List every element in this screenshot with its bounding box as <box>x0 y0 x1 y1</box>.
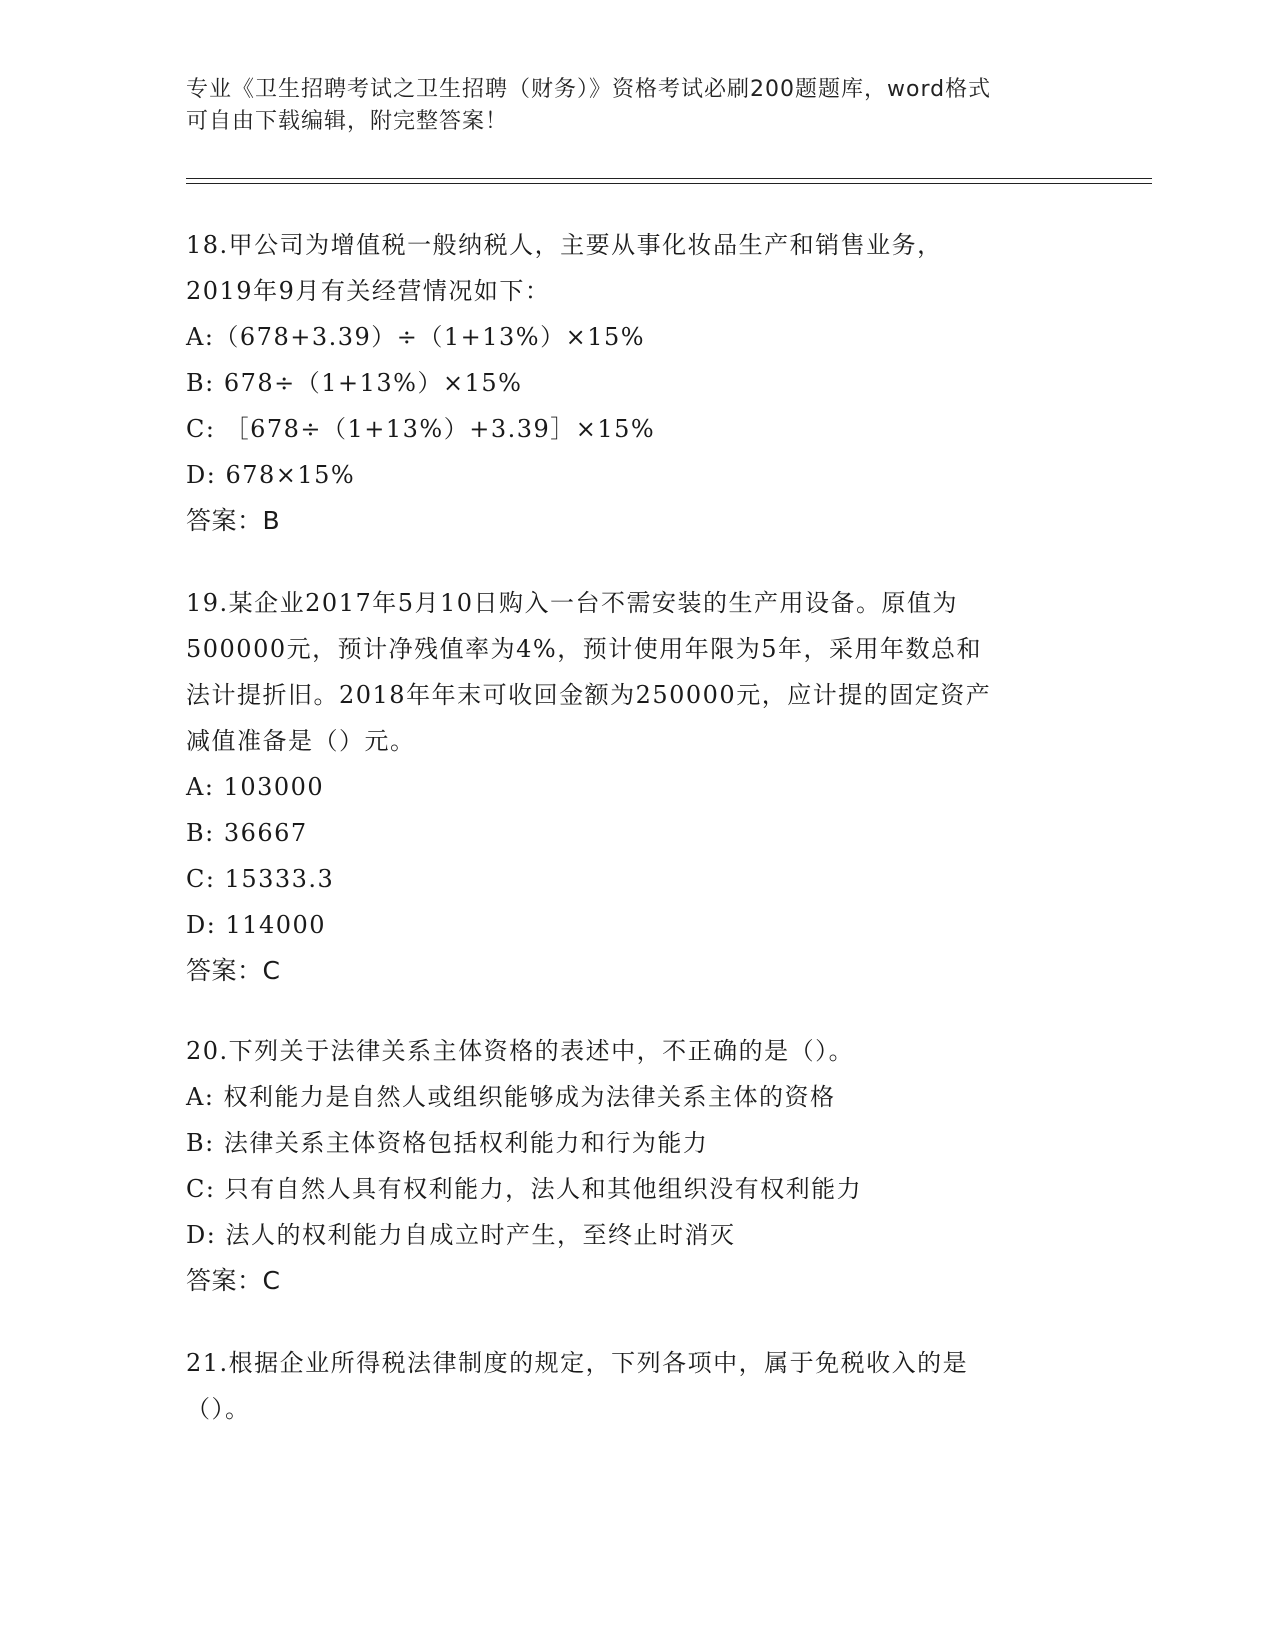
question-stem-line: 减值准备是（）元。 <box>186 727 416 755</box>
option-d: D: 678×15% <box>186 461 356 489</box>
option-b: B: 36667 <box>186 819 308 847</box>
option-a: A: 103000 <box>186 773 325 801</box>
header-title-line: 专业《卫生招聘考试之卫生招聘（财务）》资格考试必刷200题题库，word格式 <box>186 77 992 102</box>
answer-label: 答案：B <box>186 506 281 535</box>
option-a: A:（678+3.39）÷（1+13%）×15% <box>186 323 646 351</box>
option-b: B: 法律关系主体资格包括权利能力和行为能力 <box>186 1129 709 1157</box>
option-c: C: 15333.3 <box>186 865 335 893</box>
question-stem-line: 19.某企业2017年5月10日购入一台不需安装的生产用设备。原值为 <box>186 589 959 617</box>
header-subtitle-line: 可自由下载编辑，附完整答案！ <box>186 109 509 134</box>
answer-label: 答案：C <box>186 1266 281 1295</box>
question-stem-line: 500000元，预计净残值率为4%，预计使用年限为5年，采用年数总和 <box>186 635 982 663</box>
option-d: D: 法人的权利能力自成立时产生，至终止时消灭 <box>186 1221 736 1249</box>
question-stem-line: 2019年9月有关经营情况如下： <box>186 277 551 305</box>
question-18 <box>186 222 1086 544</box>
document-header <box>186 74 1066 138</box>
option-a: A: 权利能力是自然人或组织能够成为法律关系主体的资格 <box>186 1083 836 1111</box>
option-d: D: 114000 <box>186 911 327 939</box>
question-stem-line: 20.下列关于法律关系主体资格的表述中，不正确的是（）。 <box>186 1037 855 1065</box>
option-c: C: 只有自然人具有权利能力，法人和其他组织没有权利能力 <box>186 1175 863 1203</box>
header-double-rule <box>186 178 1152 184</box>
answer-label: 答案：C <box>186 956 281 985</box>
question-stem-line: 18.甲公司为增值税一般纳税人，主要从事化妆品生产和销售业务， <box>186 231 943 259</box>
question-21 <box>186 1340 1086 1432</box>
question-stem-line: 21.根据企业所得税法律制度的规定，下列各项中，属于免税收入的是 <box>186 1349 969 1377</box>
question-stem-line: （）。 <box>186 1395 251 1423</box>
option-c: C: ［678÷（1+13%）+3.39］×15% <box>186 415 656 443</box>
option-b: B: 678÷（1+13%）×15% <box>186 369 523 397</box>
question-19 <box>186 580 1086 994</box>
question-20 <box>186 1028 1086 1304</box>
question-stem-line: 法计提折旧。2018年年末可收回金额为250000元，应计提的固定资产 <box>186 681 992 709</box>
